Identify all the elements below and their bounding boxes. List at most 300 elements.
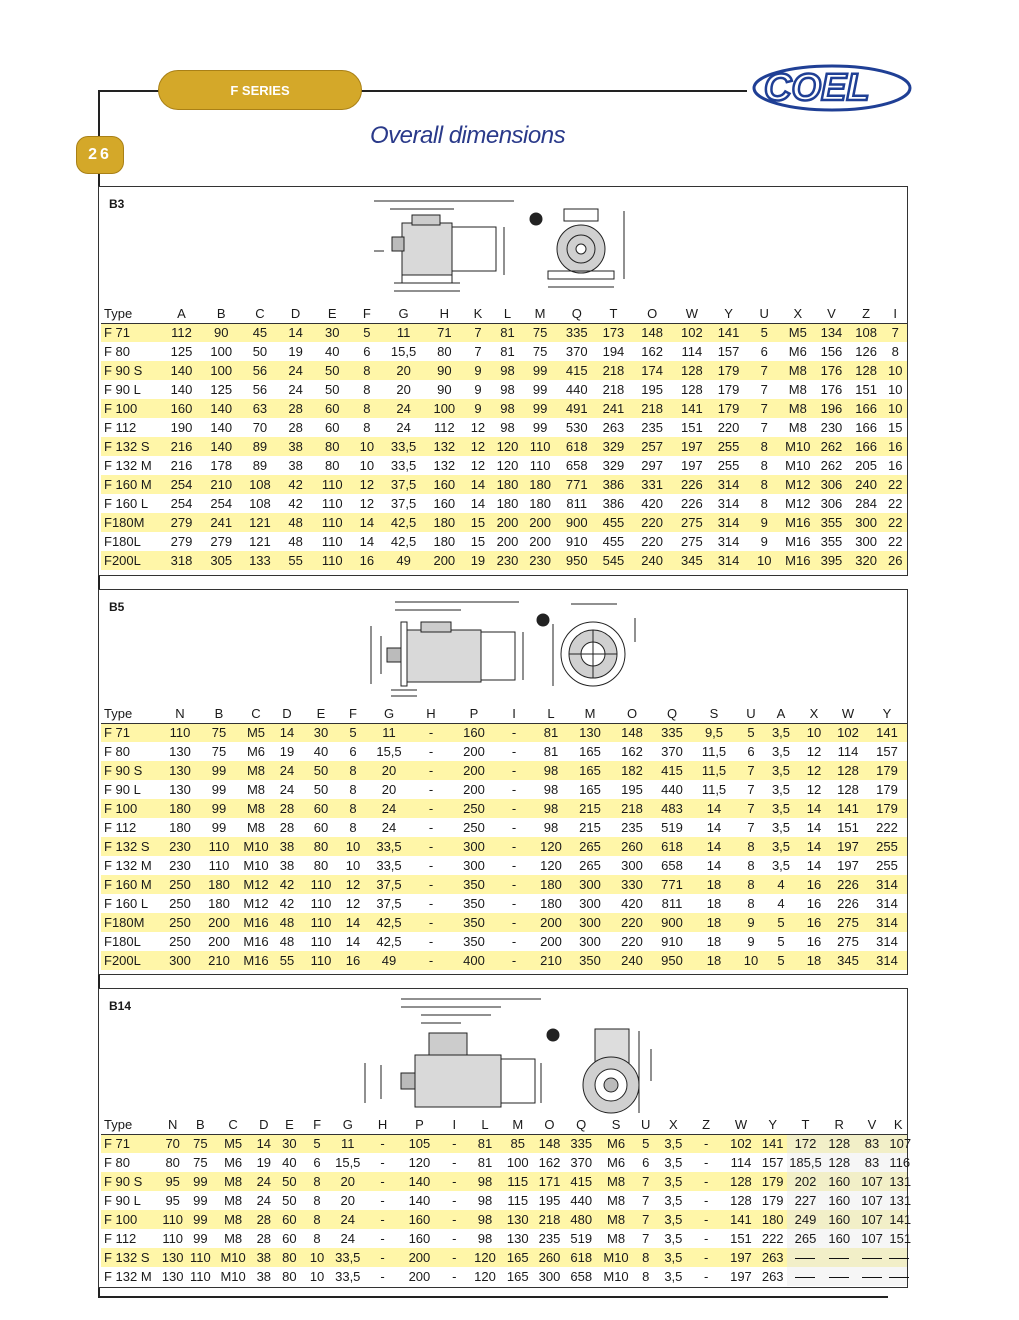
b3-cell-h: 180 <box>425 513 464 532</box>
b5-cell-g: 20 <box>367 761 411 780</box>
b14-cell-e: 40 <box>275 1153 304 1172</box>
b14-cell-w: 197 <box>724 1267 759 1286</box>
b5-cell-i: - <box>497 856 531 875</box>
b14-cell-v: 107 <box>855 1229 890 1248</box>
b3-cell-b: 125 <box>201 380 242 399</box>
b5-header-type: Type <box>101 704 163 723</box>
b5-cell-a: 4 <box>763 875 799 894</box>
b5-cell-y: 255 <box>867 856 907 875</box>
b3-cell-z: 128 <box>849 361 884 380</box>
b5-cell-u: 8 <box>739 837 763 856</box>
b5-cell-a: 3,5 <box>763 761 799 780</box>
b14-cell-p: 200 <box>400 1267 439 1286</box>
b5-cell-l: 98 <box>531 780 571 799</box>
b14-cell-z: - <box>689 1153 724 1172</box>
b5-cell-m: 300 <box>571 932 609 951</box>
b5-cell-m: 300 <box>571 913 609 932</box>
b3-cell-g: 33,5 <box>382 437 425 456</box>
b5-cell-d: 28 <box>271 818 303 837</box>
b14-cell-r: 128 <box>824 1134 855 1153</box>
b3-cell-k: 9 <box>464 380 493 399</box>
b5-cell-c: M16 <box>241 932 271 951</box>
b5-cell-s: 18 <box>689 932 739 951</box>
b3-cell-b: 241 <box>201 513 242 532</box>
b14-cell-k: 151 <box>889 1231 912 1246</box>
b5-cell-y: 314 <box>867 894 907 913</box>
b5-cell-d: 14 <box>271 723 303 742</box>
empty-value-line <box>829 1258 849 1259</box>
page-number-badge: 26 <box>76 136 124 174</box>
b14-cell-g: 20 <box>330 1172 365 1191</box>
b3-cell-t: 329 <box>596 456 631 475</box>
b14-cell-x: 3,5 <box>658 1134 689 1153</box>
b5-header-u: U <box>739 704 763 723</box>
b3-cell-b: 178 <box>201 456 242 475</box>
b3-cell-q: 415 <box>557 361 596 380</box>
b5-cell-d: 48 <box>271 932 303 951</box>
table-row <box>101 875 907 894</box>
b14-cell-z: - <box>689 1210 724 1229</box>
b3-cell-a: 279 <box>162 513 201 532</box>
b3-cell-z: 151 <box>849 380 884 399</box>
b3-cell-v: 355 <box>814 532 849 551</box>
b5-cell-q: 440 <box>655 780 689 799</box>
b5-cell-x: 14 <box>799 799 829 818</box>
b14-cell-z: - <box>689 1134 724 1153</box>
b5-cell-h: - <box>411 799 451 818</box>
section-label-b3: B3 <box>109 197 125 211</box>
b5-header-b: B <box>197 704 241 723</box>
b14-cell-u: 8 <box>633 1248 658 1267</box>
b3-cell-u: 10 <box>747 551 782 570</box>
b5-cell-s: 18 <box>689 875 739 894</box>
b3-cell-w: 226 <box>674 475 711 494</box>
table-row <box>101 780 907 799</box>
b5-cell-o: 235 <box>609 818 655 837</box>
b3-cell-m: 180 <box>523 494 558 513</box>
b5-cell-i: - <box>497 894 531 913</box>
b3-side-view-drawing <box>364 193 524 301</box>
b5-cell-g: 42,5 <box>367 913 411 932</box>
b5-cell-q: 658 <box>655 856 689 875</box>
b5-cell-type: F 112 <box>101 818 163 837</box>
b14-cell-x: 3,5 <box>658 1267 689 1286</box>
table-row <box>101 894 907 913</box>
b3-cell-q: 618 <box>557 437 596 456</box>
b14-header-f: F <box>304 1115 331 1134</box>
b5-cell-type: F 90 S <box>101 761 163 780</box>
b3-cell-w: 128 <box>674 380 711 399</box>
b3-cell-z: 205 <box>849 456 884 475</box>
b3-cell-t: 241 <box>596 399 631 418</box>
b14-cell-y: 157 <box>758 1153 787 1172</box>
b3-cell-u: 7 <box>747 418 782 437</box>
b3-header-k: K <box>464 304 493 323</box>
b14-header-i: I <box>439 1115 470 1134</box>
b14-cell-type: F 132 M <box>101 1267 158 1286</box>
b5-cell-o: 182 <box>609 761 655 780</box>
b5-cell-h: - <box>411 951 451 970</box>
b3-cell-a: 140 <box>162 380 201 399</box>
b5-cell-f: 8 <box>339 780 367 799</box>
b3-cell-type: F 112 <box>101 418 162 437</box>
b3-cell-d: 24 <box>278 380 313 399</box>
b3-cell-y: 220 <box>710 418 747 437</box>
b14-cell-v: 107 <box>855 1172 890 1191</box>
b14-cell-b: 110 <box>187 1267 214 1286</box>
table-row <box>101 1191 907 1210</box>
b14-cell-h: - <box>365 1229 400 1248</box>
b14-cell-p: 200 <box>400 1248 439 1267</box>
b5-cell-p: 200 <box>451 780 497 799</box>
b3-cell-g: 42,5 <box>382 513 425 532</box>
b3-cell-u: 7 <box>747 361 782 380</box>
b5-cell-a: 3,5 <box>763 837 799 856</box>
frame-top-line-right <box>355 90 747 92</box>
b5-cell-q: 811 <box>655 894 689 913</box>
b5-cell-h: - <box>411 856 451 875</box>
b5-cell-u: 8 <box>739 875 763 894</box>
b5-cell-m: 165 <box>571 742 609 761</box>
b14-cell-z: - <box>689 1267 724 1286</box>
b14-cell-f: 10 <box>304 1248 331 1267</box>
b5-cell-g: 33,5 <box>367 837 411 856</box>
b14-cell-x: 3,5 <box>658 1248 689 1267</box>
b14-cell-q: 519 <box>564 1229 599 1248</box>
b3-cell-f: 5 <box>352 323 383 342</box>
b5-cell-a: 3,5 <box>763 742 799 761</box>
b14-cell-l: 120 <box>470 1248 501 1267</box>
section-b5 <box>98 589 908 975</box>
b14-cell-c: M6 <box>214 1153 253 1172</box>
b3-cell-l: 98 <box>492 380 523 399</box>
b5-cell-e: 110 <box>303 932 339 951</box>
b3-cell-z: 300 <box>849 513 884 532</box>
b5-cell-f: 10 <box>339 837 367 856</box>
b14-cell-h: - <box>365 1210 400 1229</box>
b14-cell-i: - <box>439 1229 470 1248</box>
b3-header-l: L <box>492 304 523 323</box>
b14-cell-s: M8 <box>599 1191 634 1210</box>
b14-cell-k: 116 <box>889 1155 911 1170</box>
b5-cell-h: - <box>411 894 451 913</box>
b5-cell-b: 180 <box>197 875 241 894</box>
b5-cell-l: 200 <box>531 932 571 951</box>
b14-cell-u: 5 <box>633 1134 658 1153</box>
b14-header-o: O <box>535 1115 564 1134</box>
b3-cell-m: 75 <box>523 323 558 342</box>
b5-header-x: X <box>799 704 829 723</box>
b14-cell-k: 107 <box>889 1134 907 1153</box>
b5-cell-l: 120 <box>531 856 571 875</box>
b3-cell-v: 176 <box>814 361 849 380</box>
b3-cell-o: 220 <box>631 532 674 551</box>
b14-cell-c: M10 <box>214 1267 253 1286</box>
b14-header-d: D <box>253 1115 276 1134</box>
b3-cell-u: 8 <box>747 475 782 494</box>
b3-cell-f: 10 <box>352 456 383 475</box>
series-badge: F SERIES <box>158 70 362 110</box>
b5-header-y: Y <box>867 704 907 723</box>
b14-header-b: B <box>187 1115 214 1134</box>
table-row <box>101 361 907 380</box>
b5-cell-g: 37,5 <box>367 894 411 913</box>
b3-cell-b: 279 <box>201 532 242 551</box>
empty-value-line <box>889 1258 909 1259</box>
b14-cell-o: 162 <box>535 1153 564 1172</box>
b3-header-w: W <box>674 304 711 323</box>
table-row <box>101 513 907 532</box>
b3-cell-m: 200 <box>523 513 558 532</box>
b14-cell-q: 335 <box>564 1134 599 1153</box>
b5-cell-u: 7 <box>739 818 763 837</box>
table-row <box>101 837 907 856</box>
b3-cell-u: 9 <box>747 513 782 532</box>
b3-cell-v: 355 <box>814 513 849 532</box>
b5-cell-y: 314 <box>867 932 907 951</box>
b5-cell-d: 38 <box>271 837 303 856</box>
b3-cell-t: 263 <box>596 418 631 437</box>
b5-cell-q: 370 <box>655 742 689 761</box>
b3-cell-h: 71 <box>425 323 464 342</box>
b3-header-a: A <box>162 304 201 323</box>
b14-header-s: S <box>599 1115 634 1134</box>
b3-header-i: I <box>883 304 907 323</box>
b3-cell-d: 48 <box>278 513 313 532</box>
b14-cell-b: 75 <box>187 1153 214 1172</box>
b14-cell-y: 141 <box>758 1134 787 1153</box>
b5-header-i: I <box>497 704 531 723</box>
b5-cell-a: 4 <box>763 894 799 913</box>
b3-cell-q: 900 <box>557 513 596 532</box>
b5-cell-p: 160 <box>451 723 497 742</box>
b3-cell-k: 12 <box>464 437 493 456</box>
b5-cell-c: M6 <box>241 742 271 761</box>
b14-cell-k: 131 <box>889 1174 912 1189</box>
table-row <box>101 1210 907 1229</box>
b5-cell-y: 314 <box>867 875 907 894</box>
b5-cell-n: 110 <box>163 723 197 742</box>
b5-cell-e: 50 <box>303 761 339 780</box>
table-row <box>101 799 907 818</box>
b3-cell-y: 141 <box>710 323 747 342</box>
b3-header-u: U <box>747 304 782 323</box>
table-row <box>101 551 907 570</box>
b5-cell-q: 483 <box>655 799 689 818</box>
b5-cell-b: 99 <box>197 761 241 780</box>
b14-cell-u: 8 <box>633 1267 658 1286</box>
b5-cell-d: 42 <box>271 875 303 894</box>
b14-cell-h: - <box>365 1134 400 1153</box>
b3-cell-o: 235 <box>631 418 674 437</box>
b3-cell-x: M12 <box>782 475 815 494</box>
b5-cell-w: 114 <box>829 742 867 761</box>
b14-cell-h: - <box>365 1153 400 1172</box>
b3-cell-l: 120 <box>492 456 523 475</box>
b3-cell-c: 121 <box>242 513 279 532</box>
b14-cell-type: F 90 L <box>101 1191 158 1210</box>
b3-cell-i: 10 <box>883 380 907 399</box>
b3-cell-d: 42 <box>278 494 313 513</box>
b3-cell-f: 6 <box>352 342 383 361</box>
b3-cell-w: 345 <box>674 551 711 570</box>
b14-cell-v: 107 <box>855 1191 890 1210</box>
b5-cell-g: 11 <box>367 723 411 742</box>
b14-cell-q: 440 <box>564 1191 599 1210</box>
b5-cell-s: 9,5 <box>689 723 739 742</box>
b3-cell-b: 210 <box>201 475 242 494</box>
b3-cell-e: 40 <box>313 342 352 361</box>
b5-header-s: S <box>689 704 739 723</box>
b14-cell-y: 180 <box>758 1210 787 1229</box>
b3-cell-l: 81 <box>492 342 523 361</box>
b3-cell-e: 50 <box>313 380 352 399</box>
b14-cell-r: 160 <box>824 1229 855 1248</box>
b3-cell-q: 491 <box>557 399 596 418</box>
b5-cell-f: 5 <box>339 723 367 742</box>
b3-cell-v: 262 <box>814 456 849 475</box>
b5-cell-p: 200 <box>451 742 497 761</box>
b14-cell-b: 99 <box>187 1191 214 1210</box>
b5-cell-f: 14 <box>339 913 367 932</box>
b5-cell-h: - <box>411 780 451 799</box>
b14-cell-s: M8 <box>599 1229 634 1248</box>
b3-cell-l: 200 <box>492 513 523 532</box>
b14-header-w: W <box>724 1115 759 1134</box>
b14-cell-y: 263 <box>758 1248 787 1267</box>
b3-cell-g: 20 <box>382 380 425 399</box>
b3-cell-m: 230 <box>523 551 558 570</box>
b3-cell-u: 8 <box>747 437 782 456</box>
table-row <box>101 1248 907 1267</box>
b3-cell-d: 24 <box>278 361 313 380</box>
b5-cell-f: 8 <box>339 761 367 780</box>
b3-cell-w: 226 <box>674 494 711 513</box>
b5-cell-type: F180L <box>101 932 163 951</box>
b3-cell-t: 218 <box>596 361 631 380</box>
b5-front-view-drawing <box>531 598 649 694</box>
b5-cell-l: 98 <box>531 799 571 818</box>
b5-cell-w: 197 <box>829 837 867 856</box>
table-row <box>101 742 907 761</box>
section-label-b5: B5 <box>109 600 125 614</box>
b5-cell-b: 75 <box>197 742 241 761</box>
b5-cell-type: F200L <box>101 951 163 970</box>
b5-cell-n: 130 <box>163 742 197 761</box>
b14-cell-n: 130 <box>158 1248 187 1267</box>
b3-cell-y: 314 <box>710 475 747 494</box>
b5-cell-h: - <box>411 818 451 837</box>
b5-cell-n: 250 <box>163 913 197 932</box>
b3-cell-y: 314 <box>710 513 747 532</box>
b5-cell-y: 222 <box>867 818 907 837</box>
b14-cell-m: 165 <box>500 1267 535 1286</box>
b14-cell-l: 81 <box>470 1134 501 1153</box>
b5-cell-m: 215 <box>571 799 609 818</box>
b5-cell-w: 102 <box>829 723 867 742</box>
table-row <box>101 494 907 513</box>
b5-cell-s: 18 <box>689 913 739 932</box>
b5-cell-m: 165 <box>571 761 609 780</box>
b3-cell-i: 10 <box>883 399 907 418</box>
b3-cell-d: 38 <box>278 456 313 475</box>
b14-front-view-drawing <box>539 1009 659 1115</box>
b3-cell-c: 45 <box>242 323 279 342</box>
b3-cell-m: 99 <box>523 380 558 399</box>
b14-cell-m: 130 <box>500 1229 535 1248</box>
b3-cell-g: 37,5 <box>382 494 425 513</box>
b3-cell-b: 305 <box>201 551 242 570</box>
b14-cell-k: 131 <box>889 1193 912 1208</box>
b5-cell-g: 33,5 <box>367 856 411 875</box>
b14-cell-f: 8 <box>304 1172 331 1191</box>
b5-cell-y: 255 <box>867 837 907 856</box>
b3-cell-e: 80 <box>313 437 352 456</box>
b14-cell-q: 480 <box>564 1210 599 1229</box>
b5-cell-e: 50 <box>303 780 339 799</box>
b5-cell-w: 345 <box>829 951 867 970</box>
b3-cell-x: M8 <box>782 361 815 380</box>
b5-cell-l: 200 <box>531 913 571 932</box>
b14-cell-d: 28 <box>253 1210 276 1229</box>
b5-cell-a: 3,5 <box>763 818 799 837</box>
b5-cell-u: 6 <box>739 742 763 761</box>
b3-cell-c: 133 <box>242 551 279 570</box>
b3-cell-type: F 90 L <box>101 380 162 399</box>
b14-header-h: H <box>365 1115 400 1134</box>
b3-cell-k: 15 <box>464 513 493 532</box>
b3-cell-q: 658 <box>557 456 596 475</box>
b5-cell-o: 260 <box>609 837 655 856</box>
b3-cell-x: M16 <box>782 551 815 570</box>
b5-cell-n: 180 <box>163 799 197 818</box>
b5-cell-g: 37,5 <box>367 875 411 894</box>
b5-cell-a: 3,5 <box>763 856 799 875</box>
b5-cell-y: 141 <box>867 723 907 742</box>
b3-cell-c: 50 <box>242 342 279 361</box>
b5-cell-o: 162 <box>609 742 655 761</box>
b3-cell-a: 216 <box>162 456 201 475</box>
b14-cell-h: - <box>365 1191 400 1210</box>
section-b14 <box>98 988 912 1288</box>
b14-header-q: Q <box>564 1115 599 1134</box>
b3-cell-g: 37,5 <box>382 475 425 494</box>
b14-cell-e: 60 <box>275 1229 304 1248</box>
b14-cell-i: - <box>439 1191 470 1210</box>
b14-cell-d: 38 <box>253 1267 276 1286</box>
b5-cell-l: 81 <box>531 742 571 761</box>
b5-cell-g: 15,5 <box>367 742 411 761</box>
b5-cell-w: 226 <box>829 894 867 913</box>
b5-cell-c: M10 <box>241 837 271 856</box>
b14-cell-o: 171 <box>535 1172 564 1191</box>
b14-cell-l: 120 <box>470 1267 501 1286</box>
b14-header-z: Z <box>689 1115 724 1134</box>
b3-cell-x: M8 <box>782 399 815 418</box>
b14-cell-e: 80 <box>275 1248 304 1267</box>
b14-cell-k <box>889 1248 907 1267</box>
b3-cell-a: 254 <box>162 475 201 494</box>
b5-cell-d: 24 <box>271 780 303 799</box>
b14-cell-k: 141 <box>889 1212 912 1227</box>
b14-cell-o: 195 <box>535 1191 564 1210</box>
b14-cell-u: 7 <box>633 1191 658 1210</box>
b5-cell-p: 250 <box>451 818 497 837</box>
b3-cell-type: F 100 <box>101 399 162 418</box>
b3-cell-t: 329 <box>596 437 631 456</box>
b3-header-z: Z <box>849 304 884 323</box>
b14-cell-f: 6 <box>304 1153 331 1172</box>
